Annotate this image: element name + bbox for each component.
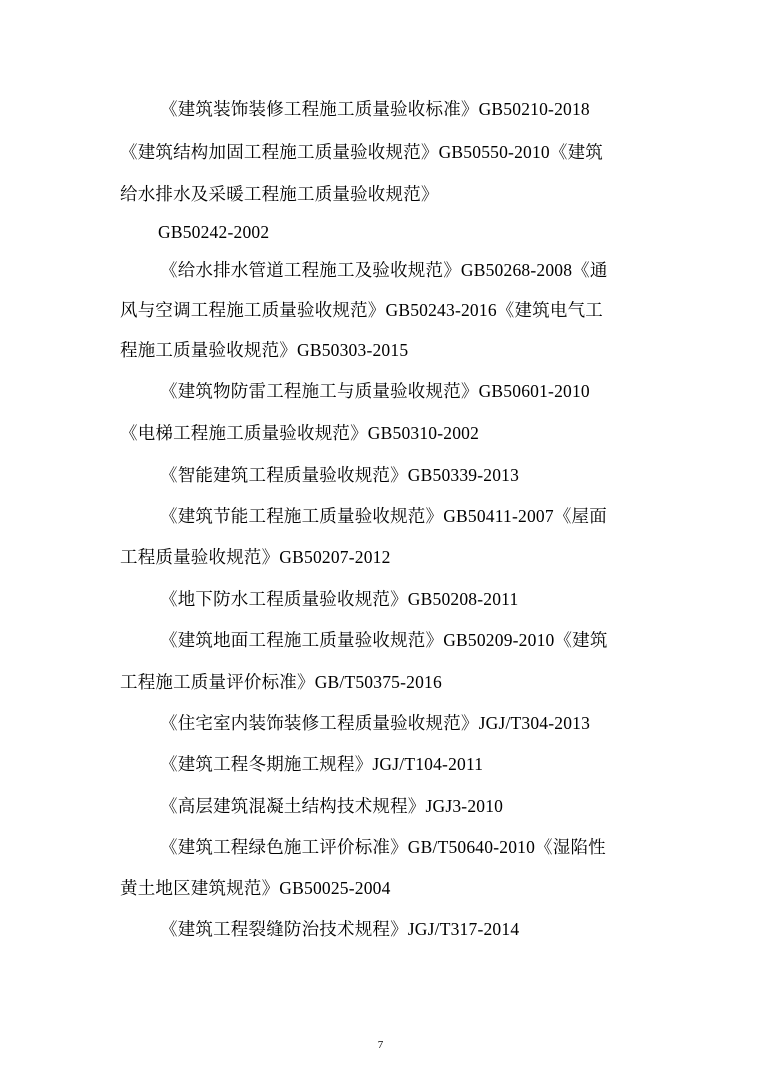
text-line: 程施工质量验收规范》GB50303-2015 (120, 340, 409, 360)
text-line: 给水排水及采暖工程施工质量验收规范》 (120, 184, 439, 204)
text-line: 《地下防水工程质量验收规范》GB50208-2011 (160, 589, 519, 609)
text-line: 《建筑节能工程施工质量验收规范》GB50411-2007《屋面 (160, 506, 607, 526)
text-line: 《电梯工程施工质量验收规范》GB50310-2002 (120, 423, 480, 443)
text-line: 《高层建筑混凝土结构技术规程》JGJ3-2010 (160, 796, 504, 816)
text-line: 工程施工质量评价标准》GB/T50375-2016 (120, 672, 442, 692)
text-line: 《智能建筑工程质量验收规范》GB50339-2013 (160, 465, 520, 485)
text-line: 《建筑工程冬期施工规程》JGJ/T104-2011 (160, 754, 484, 774)
text-line: 《建筑工程绿色施工评价标准》GB/T50640-2010《湿陷性 (160, 837, 606, 857)
text-line: 《建筑结构加固工程施工质量验收规范》GB50550-2010《建筑 (120, 142, 603, 162)
text-line: 《住宅室内装饰装修工程质量验收规范》JGJ/T304-2013 (160, 713, 591, 733)
text-line: 《给水排水管道工程施工及验收规范》GB50268-2008《通 (160, 260, 608, 280)
text-line: 《建筑装饰装修工程施工质量验收标准》GB50210-2018 (160, 99, 590, 119)
page-number: 7 (377, 1039, 384, 1051)
text-line: 《建筑物防雷工程施工与质量验收规范》GB50601-2010 (160, 381, 590, 401)
text-line: 《建筑工程裂缝防治技术规程》JGJ/T317-2014 (160, 919, 520, 939)
text-line: 《建筑地面工程施工质量验收规范》GB50209-2010《建筑 (160, 630, 608, 650)
text-line: 工程质量验收规范》GB50207-2012 (120, 547, 391, 567)
text-line: 黄土地区建筑规范》GB50025-2004 (120, 878, 391, 898)
text-line: GB50242-2002 (158, 222, 270, 242)
text-line: 风与空调工程施工质量验收规范》GB50243-2016《建筑电气工 (120, 300, 603, 320)
